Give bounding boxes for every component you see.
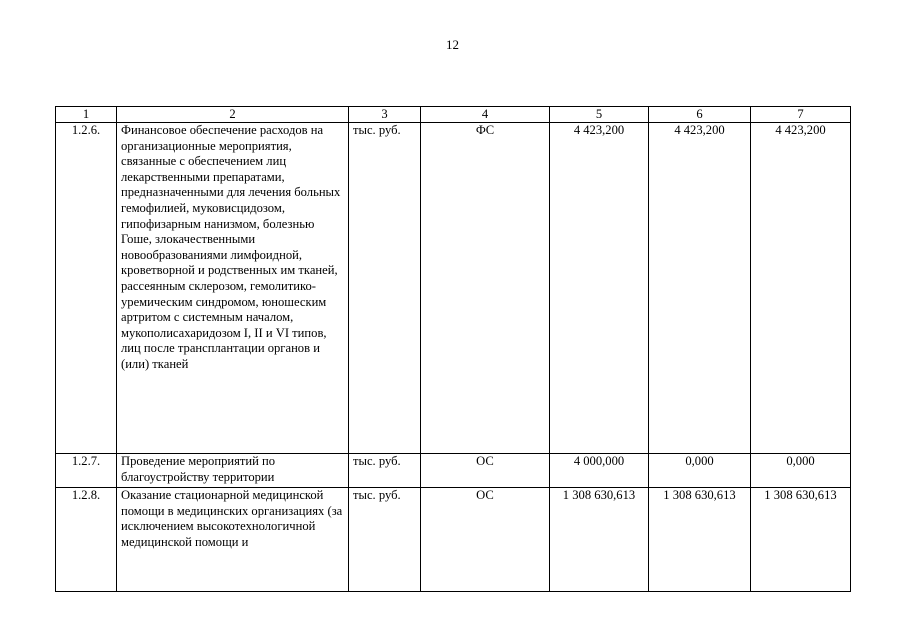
row-number: 1.2.7.	[56, 454, 117, 488]
row-unit: тыс. руб.	[349, 488, 421, 592]
table-row	[56, 454, 851, 488]
data-table	[55, 106, 851, 592]
header-cell: 2	[117, 107, 349, 123]
row-name: Проведение мероприятий по благоустройству территории	[117, 454, 349, 488]
row-source: ФС	[421, 123, 550, 454]
table-row	[56, 123, 851, 454]
table-row	[56, 488, 851, 592]
row-value-5: 1 308 630,613	[550, 488, 649, 592]
row-unit: тыс. руб.	[349, 123, 421, 454]
row-value-7: 0,000	[751, 454, 851, 488]
row-value-6: 1 308 630,613	[649, 488, 751, 592]
row-number: 1.2.6.	[56, 123, 117, 454]
row-unit: тыс. руб.	[349, 454, 421, 488]
row-value-5: 4 000,000	[550, 454, 649, 488]
row-value-5: 4 423,200	[550, 123, 649, 454]
row-value-7: 1 308 630,613	[751, 488, 851, 592]
header-cell: 1	[56, 107, 117, 123]
table-header-row	[56, 107, 851, 123]
header-cell: 7	[751, 107, 851, 123]
row-value-7: 4 423,200	[751, 123, 851, 454]
page-number: 12	[446, 37, 459, 52]
header-cell: 3	[349, 107, 421, 123]
header-cell: 4	[421, 107, 550, 123]
row-number: 1.2.8.	[56, 488, 117, 592]
row-value-6: 0,000	[649, 454, 751, 488]
row-source: ОС	[421, 488, 550, 592]
header-cell: 6	[649, 107, 751, 123]
row-name: Финансовое обеспечение расходов на организационные мероприятия, связанные с обеспечением лиц лекарственными препаратами, предназначенными для лечения больных гемофилией, муковисцидозом, гипофизарным нанизмом, болезнью Гоше, злокачественными новообразованиями лимфоидной, кроветворной и родственных им тканей, рассеянным склерозом, гемолитико-уремическим синдромом, юношеским артритом с системным началом, мукополисахаридозом I, II и VI типов, лиц после трансплантации органов и (или) тканей	[117, 123, 349, 454]
header-cell: 5	[550, 107, 649, 123]
row-value-6: 4 423,200	[649, 123, 751, 454]
row-source: ОС	[421, 454, 550, 488]
row-name: Оказание стационарной медицинской помощи в медицинских организациях (за исключением высокотехнологичной медицинской помощи и	[117, 488, 349, 592]
